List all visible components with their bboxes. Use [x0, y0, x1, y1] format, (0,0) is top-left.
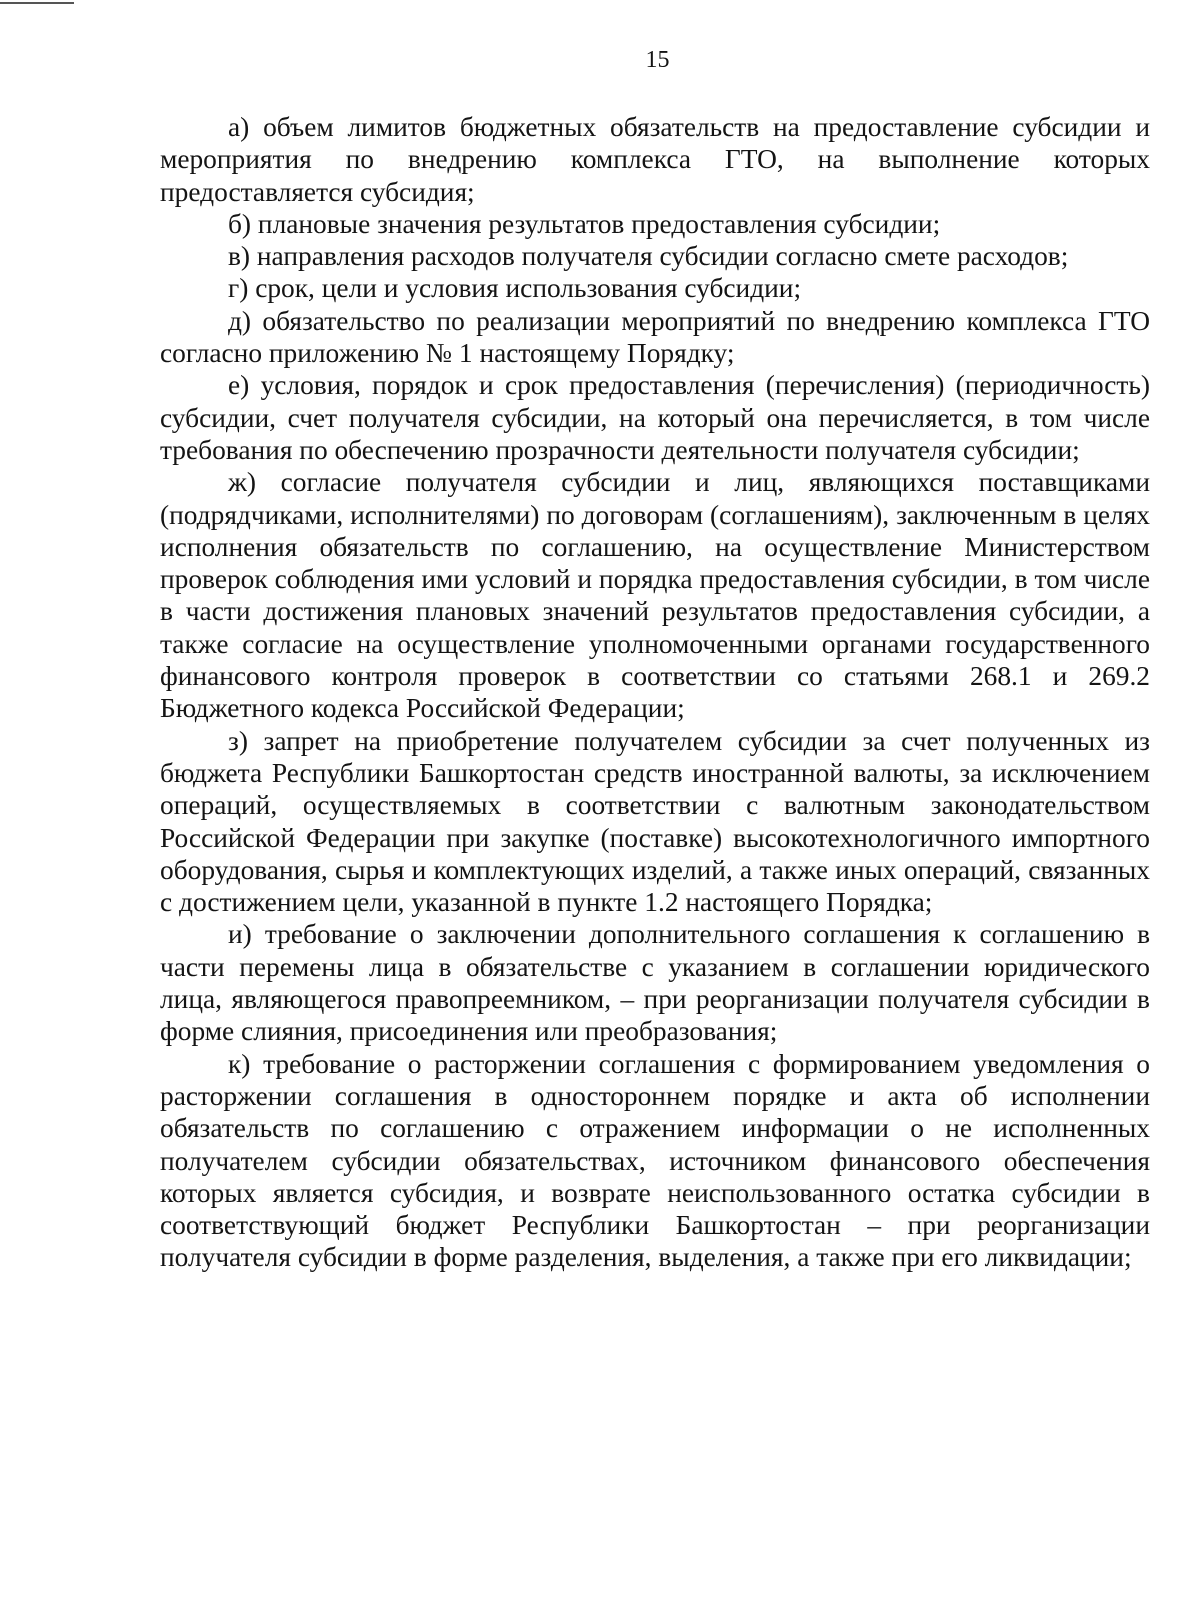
- paragraph-d: д) обязательство по реализации мероприятий по внедрению комплекса ГТО согласно приложению № 1 настоящему Порядку;: [160, 305, 1150, 369]
- paragraph-k: к) требование о расторжении соглашения с формированием уведомления о расторжении соглашения в одностороннем порядке и акта об исполнении обязательств по соглашению с отражением информации о не исполненных получателем субсидии обязательствах, источником финансового обеспечения которых является субсидия, и возврате неиспользованного остатка субсидии в соответствующий бюджет Республики Башкортостан – при реорганизации получателя субсидии в форме разделения, выделения, а также при его ликвидации;: [160, 1048, 1150, 1273]
- paragraph-i: и) требование о заключении дополнительного соглашения к соглашению в части перемены лица в обязательстве с указанием в соглашении юридического лица, являющегося правопреемником, – при реорганизации получателя субсидии в форме слияния, присоединения или преобразования;: [160, 919, 1150, 1047]
- paragraph-g: г) срок, цели и условия использования субсидии;: [228, 273, 802, 304]
- page-number: 15: [645, 47, 670, 73]
- paragraph-a: а) объем лимитов бюджетных обязательств на предоставление субсидии и мероприятия по внедрению комплекса ГТО, на выполнение которых предоставляется субсидия;: [160, 112, 1150, 207]
- scan-edge-line: [0, 2, 74, 4]
- document-body: [160, 111, 1150, 1274]
- paragraph-zh: ж) согласие получателя субсидии и лиц, являющихся поставщиками (подрядчиками, исполнителями) по договорам (соглашениям), заключенным в целях исполнения обязательств по соглашению, на осуществление Министерством проверок соблюдения ими условий и порядка предоставления субсидии, в том числе в части достижения плановых значений результатов предоставления субсидии, а также согласие на осуществление уполномоченными органами государственного финансового контроля проверок в соответствии со статьями 268.1 и 269.2 Бюджетного кодекса Российской Федерации;: [160, 467, 1150, 724]
- paragraph-v: в) направления расходов получателя субсидии согласно смете расходов;: [228, 241, 1069, 272]
- paragraph-b: б) плановые значения результатов предоставления субсидии;: [228, 208, 941, 239]
- paragraph-z: з) запрет на приобретение получателем субсидии за счет полученных из бюджета Республики Башкортостан средств иностранной валюты, за исключением операций, осуществляемых в соответствии с валютным законодательством Российской Федерации при закупке (поставке) высокотехнологичного импортного оборудования, сырья и комплектующих изделий, а также иных операций, связанных с достижением цели, указанной в пункте 1.2 настоящего Порядка;: [160, 725, 1150, 918]
- paragraph-e: е) условия, порядок и срок предоставления (перечисления) (периодичность) субсидии, счет получателя субсидии, на который она перечисляется, в том числе требования по обеспечению прозрачности деятельности получателя субсидии;: [160, 370, 1150, 465]
